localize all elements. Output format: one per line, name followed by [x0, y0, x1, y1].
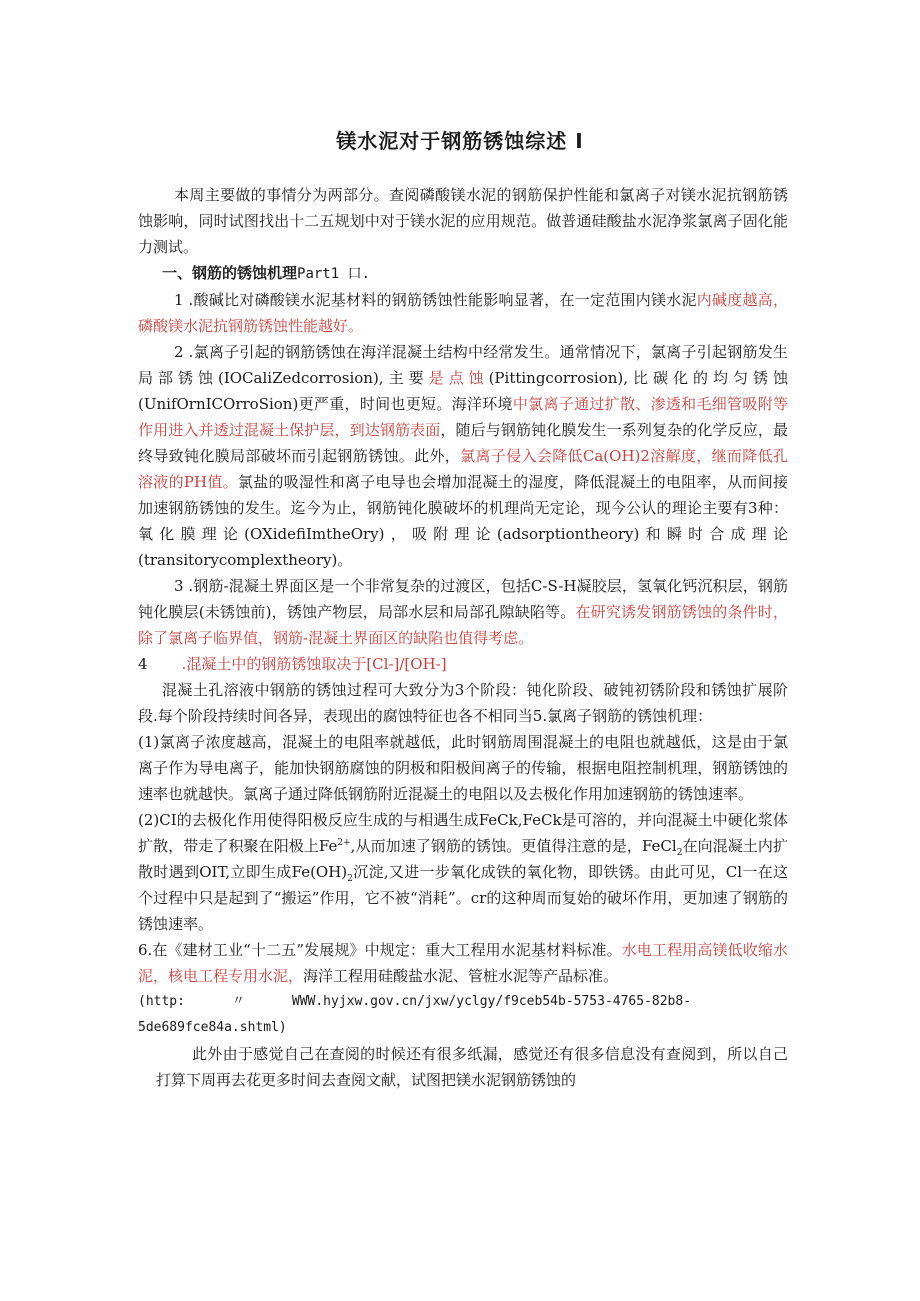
closing-paragraph: 此外由于感觉自己在查阅的时候还有很多纸漏，感觉还有很多信息没有查阅到，所以自己打算下周再去花更多时间去查阅文献，试图把镁水泥钢筋锈蚀的: [156, 1045, 788, 1089]
paragraph-4-number: 4: [138, 655, 148, 673]
section-heading: [138, 260, 788, 287]
reference-url-line-2[interactable]: 5de689fce84a.shtml): [138, 1020, 287, 1035]
paragraph-3: [138, 573, 788, 651]
paragraph-2-text-c: ，随后与钢筋钝化膜发生一系列复杂的化学反应，最终导致钝化膜局部破坏而引起钢筋锈蚀。此外，: [138, 421, 788, 465]
paragraph-1-text: 1 .酸碱比对磷酸镁水泥基材料的钢筋锈蚀性能影响显著，在一定范围内镁水泥: [174, 291, 697, 309]
paragraph-4-highlight: .混凝土中的钢筋锈蚀取决于[Cl-]/[OH-]: [181, 655, 447, 673]
section-heading-part: Part1 口.: [297, 266, 371, 282]
paragraph-8: [138, 937, 788, 989]
paragraph-2-text-b: (Pittingcorrosion),比碳化的均匀锈蚀(UnifOrnICOrroSion)更严重，时间也更短。海洋环境: [138, 369, 789, 413]
document-body: [138, 182, 788, 1093]
reference-url-line-1[interactable]: (http: 〃 WWW.hyjxw.gov.cn/jxw/yclgy/f9ceb54b-5753-4765-82b8-: [138, 994, 692, 1009]
paragraph-2-highlight-1: 是点蚀: [428, 369, 489, 387]
paragraph-2-highlight-2: 中氯离子通过扩散、渗透和毛细管吸附等作用进入并透过混凝土保护层，到达钢筋表面: [138, 395, 788, 439]
paragraph-4: [138, 651, 788, 677]
paragraph-7-text-c: 在向混凝土内扩散时遇到OIT,立即生成Fe(OH): [138, 837, 788, 881]
paragraph-7-text-b: ,从而加速了钢筋的锈蚀。更值得注意的是，FeCl: [350, 837, 677, 855]
paragraph-2: [138, 339, 788, 573]
paragraph-1-highlight: 内碱度越高，磷酸镁水泥抗钢筋锈蚀性能越好。: [138, 291, 788, 335]
paragraph-1: [138, 287, 788, 339]
superscript-charge: 2+: [337, 838, 351, 848]
section-heading-label: 一、钢筋的锈蚀机理: [162, 264, 298, 282]
paragraph-2-highlight-3: 氯离子侵入会降低Ca(OH)2溶解度，继而降低孔溶液的PH值。: [138, 447, 788, 491]
document-title: 镁水泥对于钢筋锈蚀综述 I: [336, 129, 584, 153]
subscript-2: 2: [347, 874, 353, 884]
paragraph-7-text-a: (2)CI的去极化作用使得阳极反应生成的与相遇生成FeCk,FeCk是可溶的，并向混凝土中硬化浆体扩散，带走了积聚在阳极上Fe: [138, 811, 788, 855]
paragraph-8-text-b: 海洋工程用硅酸盐水泥、管桩水泥等产品标准。: [303, 967, 619, 985]
subscript-1: 2: [676, 848, 683, 858]
paragraph-7-text-d: 沉淀,又进一步氧化成铁的氧化物，即铁锈。由此可见，Cl一在这个过程中只是起到了“搬运”作用，它不被“消耗”。cr的这种周而复始的破坏作用，更加速了钢筋的锈蚀速率。: [138, 863, 788, 933]
paragraph-2-text-d: 氯盐的吸湿性和离子电导也会增加混凝土的湿度，降低混凝土的电阻率，从而间接加速钢筋锈蚀的发生。迄今为止，钢筋钝化膜破坏的机理尚无定论，现今公认的理论主要有3种：氧化膜理论(OXidefiImtheOry)，吸附理论(adsorptiontheory)和瞬时合成理论(transitorycomplextheory)。: [138, 473, 788, 569]
paragraph-7: [138, 807, 788, 937]
paragraph-3-text: 3 .钢筋-混凝土界面区是一个非常复杂的过渡区，包括C-S-H凝胶层，氢氧化钙沉积层，钢筋钝化膜层(未锈蚀前)，锈蚀产物层，局部水层和局部孔隙缺陷等。: [138, 577, 788, 621]
intro-paragraph: 本周主要做的事情分为两部分。查阅磷酸镁水泥的钢筋保护性能和氯离子对镁水泥抗钢筋锈蚀影响，同时试图找出十二五规划中对于镁水泥的应用规范。做普通硅酸盐水泥净浆氯离子固化能力测试。: [138, 186, 788, 256]
paragraph-2-text-a: 2 .氯离子引起的钢筋锈蚀在海洋混凝土结构中经常发生。通常情况下，氯离子引起钢筋发生局部锈蚀(IOCaliZedcorrosion),主要: [138, 343, 788, 387]
paragraph-8-highlight: 水电工程用高镁低收缩水泥，核电工程专用水泥，: [138, 941, 788, 985]
paragraph-3-highlight: 在研究诱发钢筋锈蚀的条件时，除了氯离子临界值，钢筋-混凝土界面区的缺陷也值得考虑。: [138, 603, 788, 647]
paragraph-6: (1)氯离子浓度越高，混凝土的电阻率就越低，此时钢筋周围混凝土的电阻也就越低，这是由于氯离子作为导电离子，能加快钢筋腐蚀的阴极和阳极间离子的传输，根据电阻控制机理，钢筋锈蚀的速率也就越快。氯离子通过降低钢筋附近混凝土的电阻以及去极化作用加速钢筋的锈蚀速率。: [138, 733, 788, 803]
paragraph-5: 混凝土孔溶液中钢筋的锈蚀过程可大致分为3个阶段：钝化阶段、破钝初锈阶段和锈蚀扩展阶段.每个阶段持续时间各异，表现出的腐蚀特征也各不相同当5.氯离子钢筋的锈蚀机理：: [138, 681, 788, 725]
paragraph-8-text-a: 6.在《建材工业“十二五”发展规》中规定：重大工程用水泥基材料标准。: [138, 941, 622, 959]
